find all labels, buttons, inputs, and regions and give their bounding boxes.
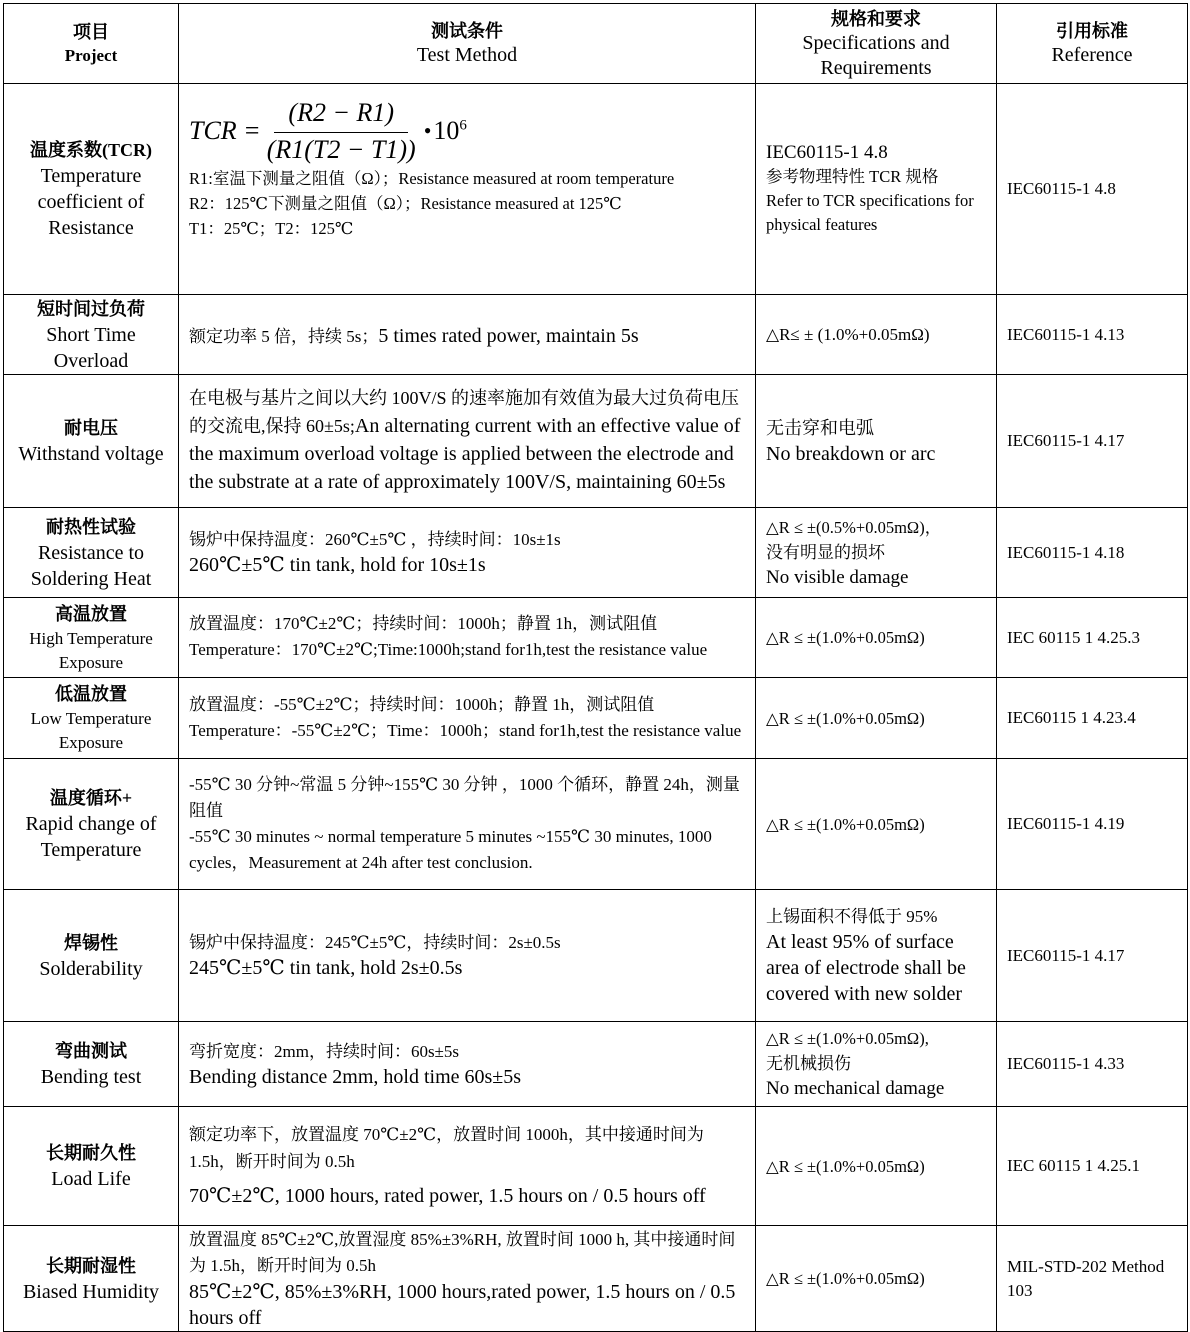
project-cell: 焊锡性 Solderability [4,890,179,1022]
project-cell: 耐电压 Withstand voltage [4,375,179,508]
table-row [4,508,1188,598]
spec-cell: △R ≤ ±(0.5%+0.05mΩ)， 没有明显的损坏 No visible damage [756,508,997,598]
reference-cell: IEC 60115 1 4.25.3 [997,598,1188,678]
header-spec: 规格和要求 Specifications and Requirements [756,4,997,84]
reference-cell: IEC60115-1 4.18 [997,508,1188,598]
method-cell: 放置温度：170℃±2℃；持续时间：1000h；静置 1h，测试阻值 Temperature：170℃±2℃;Time:1000h;stand for1h,test the resistance value [179,598,756,678]
project-cell: 高温放置 High Temperature Exposure [4,598,179,678]
spec-cell: △R ≤ ±(1.0%+0.05mΩ) [756,1107,997,1226]
tcr-formula: TCR = $\frac{(R2 - R1)}{(R1(T2 - T1))}$ • $10^6$ [189,97,467,164]
method-cell: -55℃ 30 分钟~常温 5 分钟~155℃ 30 分钟 ，1000 个循环，静置 24h，测量阻值 -55℃ 30 minutes ~ normal temperature 5 minutes ~155℃ 30 minutes, 1000 cycles，Measurement at 24h after test conclusion. [179,759,756,890]
table-row [4,375,1188,508]
method-cell: 放置温度：-55℃±2℃；持续时间：1000h；静置 1h，测试阻值 Temperature：-55℃±2℃；Time：1000h；stand for1h,test the resistance value [179,678,756,759]
spec-cell: 上锡面积不得低于 95% At least 95% of surface area of electrode shall be covered with new solder [756,890,997,1022]
spec-cell: △R ≤ ±(1.0%+0.05mΩ), 无机械损伤 No mechanical damage [756,1022,997,1107]
reference-cell: IEC60115-1 4.13 [997,295,1188,375]
table-row [4,295,1188,375]
spec-cell: △R ≤ ±(1.0%+0.05mΩ) [756,759,997,890]
project-cell: 弯曲测试 Bending test [4,1022,179,1107]
reference-cell: IEC60115-1 4.19 [997,759,1188,890]
reference-cell: IEC60115-1 4.8 [997,84,1188,295]
method-cell: 额定功率下，放置温度 70℃±2℃，放置时间 1000h，其中接通时间为 1.5h，断开时间为 0.5h 70℃±2℃, 1000 hours, rated power, 1.5 hours on / 0.5 hours off [179,1107,756,1226]
method-cell: 锡炉中保持温度：245℃±5℃，持续时间：2s±0.5s 245℃±5℃ tin tank, hold 2s±0.5s [179,890,756,1022]
table-row [4,1107,1188,1226]
reference-cell: IEC60115 1 4.23.4 [997,678,1188,759]
method-cell: 额定功率 5 倍，持续 5s；5 times rated power, maintain 5s [179,295,756,375]
reference-cell: IEC60115-1 4.17 [997,890,1188,1022]
table-row [4,84,1188,295]
project-cell: 低温放置 Low Temperature Exposure [4,678,179,759]
project-cell: 温度循环+ Rapid change of Temperature [4,759,179,890]
spec-cell: 无击穿和电弧 No breakdown or arc [756,375,997,508]
test-specification-table [3,3,1188,1332]
table-row [4,678,1188,759]
reference-cell: MIL-STD-202 Method 103 [997,1226,1188,1332]
project-cell: 长期耐久性 Load Life [4,1107,179,1226]
method-cell: 弯折宽度：2mm，持续时间：60s±5s Bending distance 2mm, hold time 60s±5s [179,1022,756,1107]
reference-cell: IEC 60115 1 4.25.1 [997,1107,1188,1226]
method-cell: 锡炉中保持温度：260℃±5℃ ，持续时间：10s±1s 260℃±5℃ tin tank, hold for 10s±1s [179,508,756,598]
header-row [4,4,1188,84]
method-cell: 放置温度 85℃±2℃,放置湿度 85%±3%RH, 放置时间 1000 h, 其中接通时间为 1.5h，断开时间为 0.5h 85℃±2℃, 85%±3%RH, 1000 hours,rated power, 1.5 hours on / 0.5 hours off [179,1226,756,1332]
table-row [4,1022,1188,1107]
table-row [4,598,1188,678]
method-cell: 在电极与基片之间以大约 100V/S 的速率施加有效值为最大过负荷电压的交流电,保持 60±5s;An alternating current with an effective value of the maximum overload voltage is applied between the electrode and the substrate at a rate of approximately 100V/S, maintaining 60±5s [179,375,756,508]
table-row [4,890,1188,1022]
header-method: 测试条件 Test Method [179,4,756,84]
project-cell: 温度系数(TCR) Temperature coefficient of Resistance [4,84,179,295]
spec-cell: IEC60115-1 4.8 参考物理特性 TCR 规格 Refer to TCR specifications for physical features [756,84,997,295]
spec-cell: △R≤ ± (1.0%+0.05mΩ) [756,295,997,375]
table-row [4,759,1188,890]
header-reference: 引用标准 Reference [997,4,1188,84]
method-cell: TCR = $\frac{(R2 - R1)}{(R1(T2 - T1))}$ • $10^6$ R1:室温下测量之阻值（Ω）；Resistance measured at room temperature R2：125℃下测量之阻值（Ω）；Resistance measured at 125℃ T1：25℃；T2：125℃ [179,84,756,295]
table-row [4,1226,1188,1332]
spec-cell: △R ≤ ±(1.0%+0.05mΩ) [756,598,997,678]
project-cell: 耐热性试验 Resistance to Soldering Heat [4,508,179,598]
project-cell: 短时间过负荷 Short Time Overload [4,295,179,375]
header-project: 项目 Project [4,4,179,84]
project-cell: 长期耐湿性 Biased Humidity [4,1226,179,1332]
reference-cell: IEC60115-1 4.17 [997,375,1188,508]
spec-cell: △R ≤ ±(1.0%+0.05mΩ) [756,678,997,759]
spec-cell: △R ≤ ±(1.0%+0.05mΩ) [756,1226,997,1332]
reference-cell: IEC60115-1 4.33 [997,1022,1188,1107]
